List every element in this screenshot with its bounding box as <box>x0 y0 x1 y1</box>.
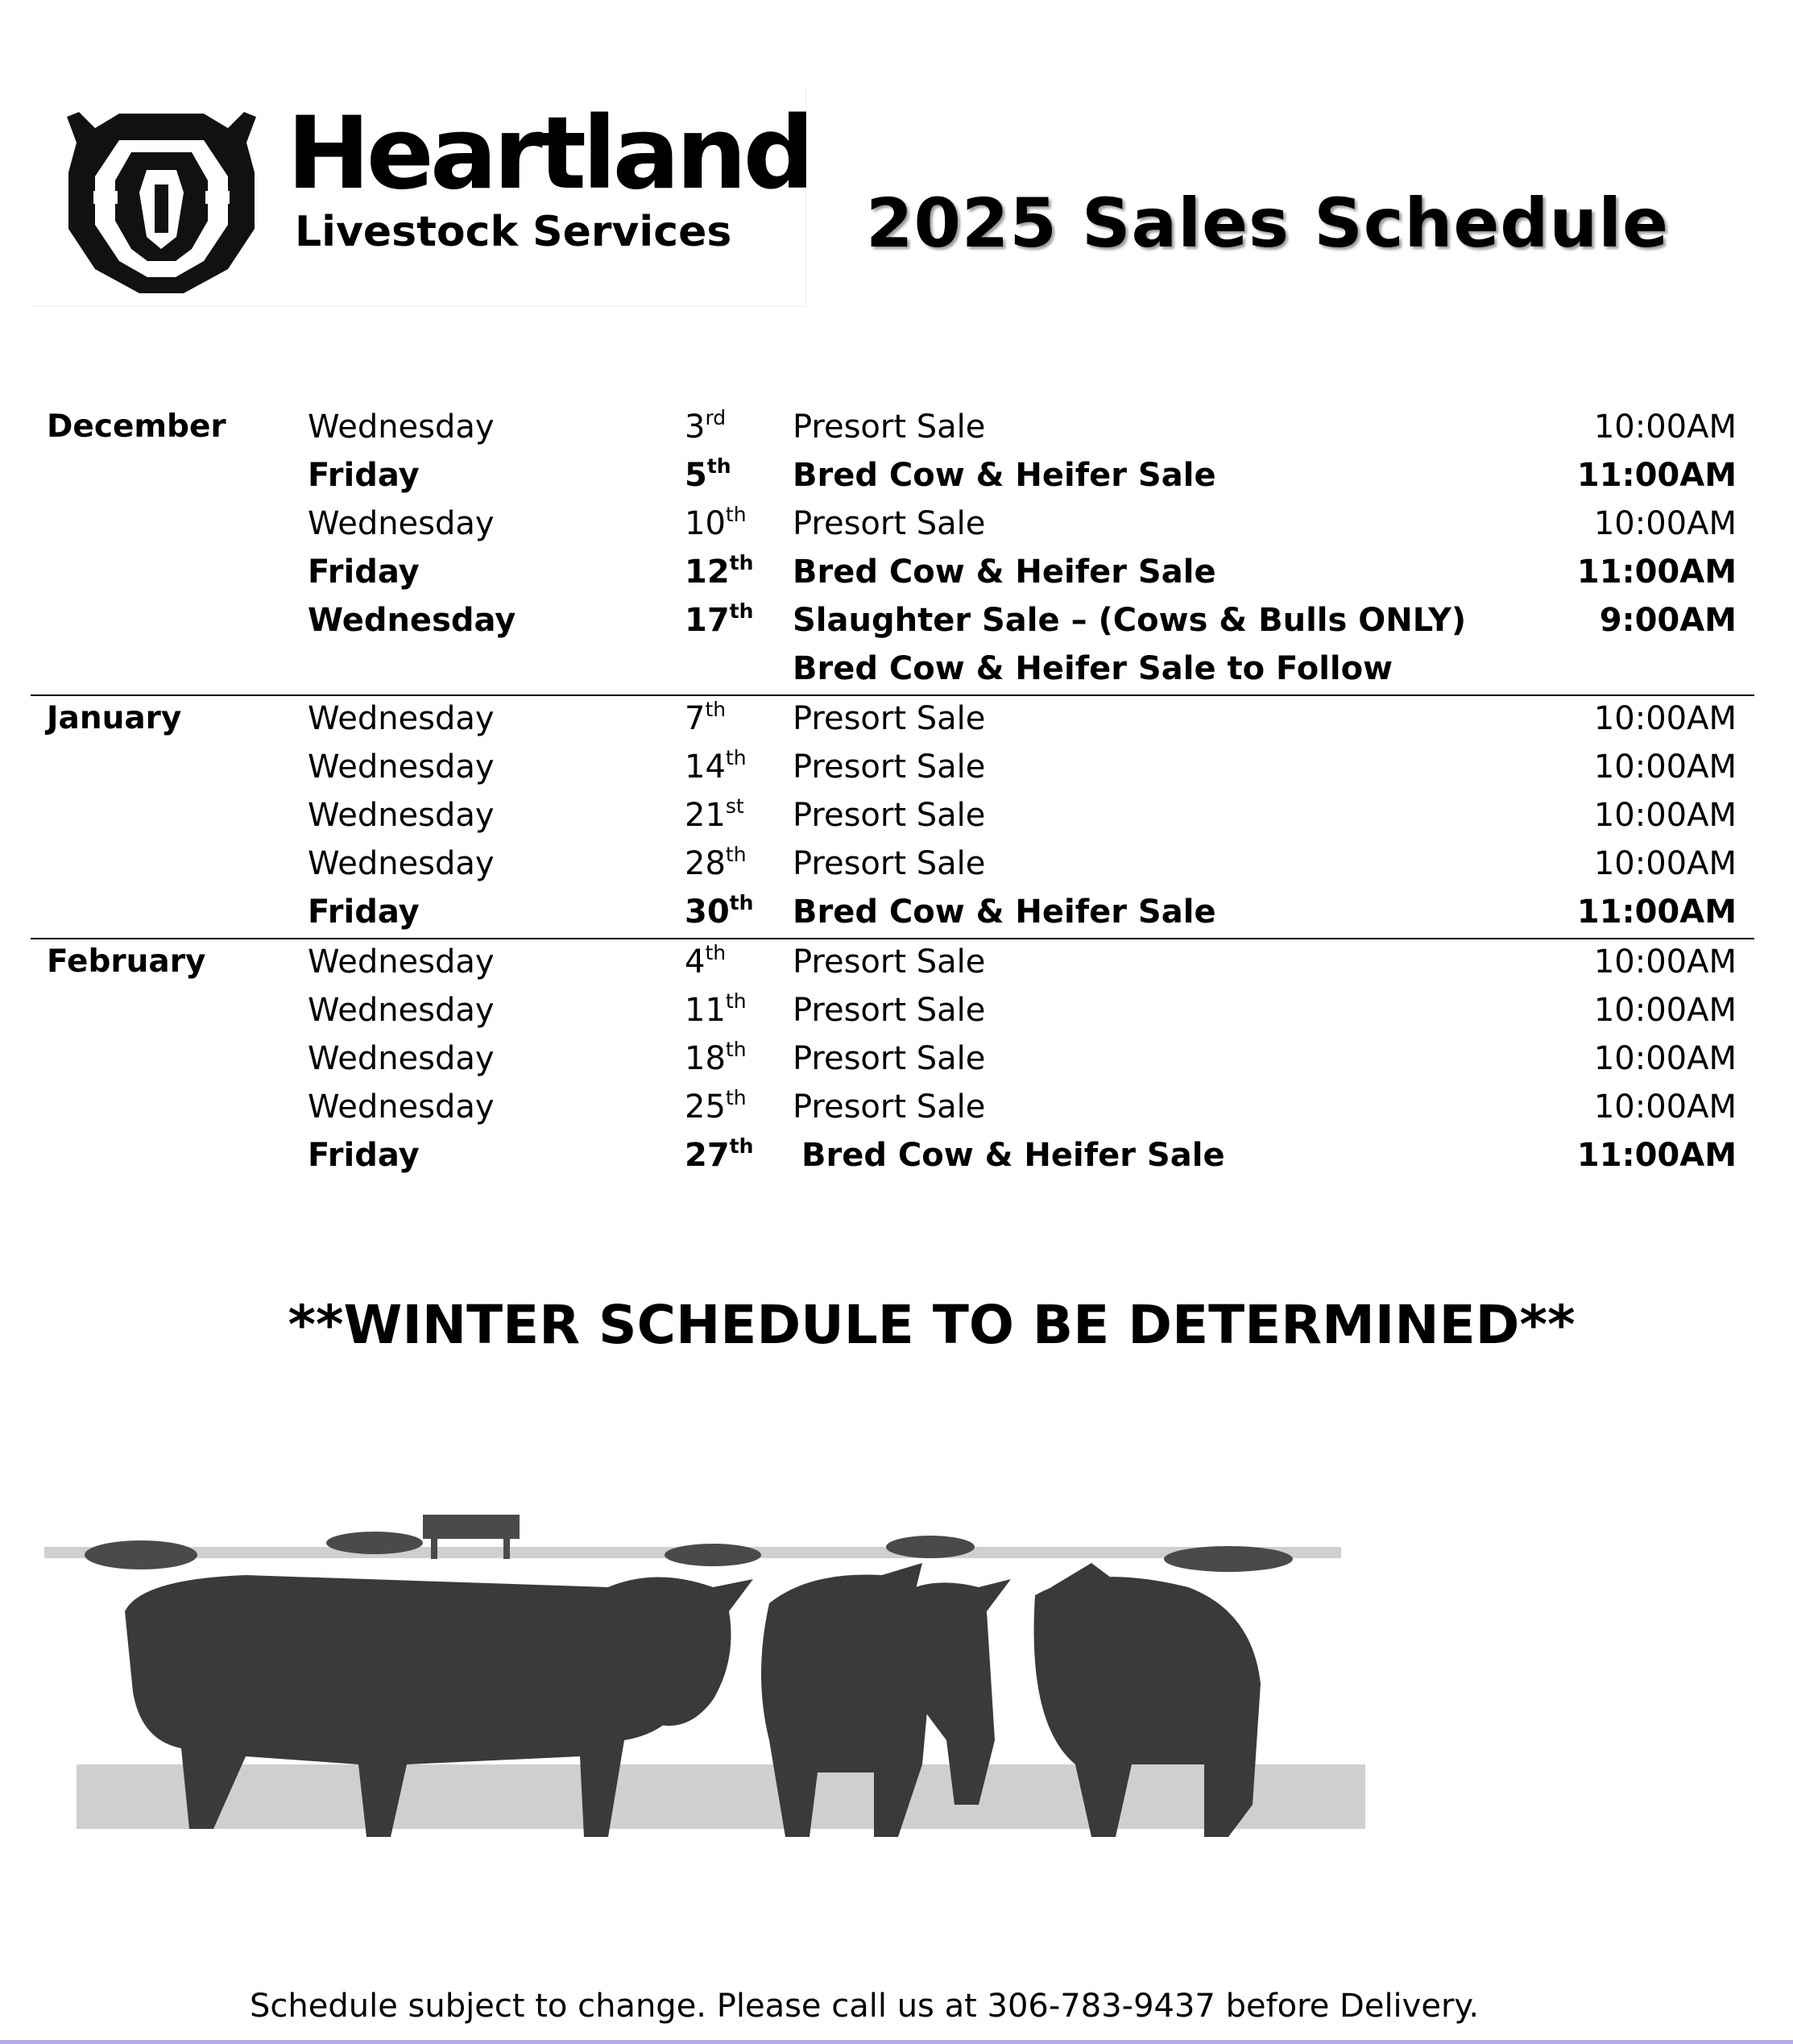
weekday-cell: Friday <box>308 1137 420 1174</box>
month-label: January <box>47 700 182 736</box>
weekday-cell: Wednesday <box>308 700 495 737</box>
date-suffix: rd <box>705 406 727 429</box>
winter-schedule-notice: **WINTER SCHEDULE TO BE DETERMINED** <box>288 1294 1576 1356</box>
time-cell: 9:00AM <box>1599 602 1737 639</box>
weekday-cell: Wednesday <box>308 1040 495 1077</box>
date-cell <box>685 989 747 1029</box>
time-cell: 10:00AM <box>1593 1088 1737 1126</box>
weekday-cell: Friday <box>308 457 420 494</box>
schedule-row <box>31 646 1754 694</box>
date-suffix: th <box>705 941 727 964</box>
schedule-row <box>31 453 1754 501</box>
event-cell: Presort Sale <box>793 1088 986 1126</box>
sales-schedule-table <box>31 404 1754 1181</box>
schedule-row <box>31 696 1754 744</box>
date-suffix: th <box>725 746 747 769</box>
bottom-rule <box>0 2040 1793 2044</box>
weekday-cell: Wednesday <box>308 943 495 981</box>
date-suffix: th <box>705 698 727 721</box>
event-cell: Presort Sale <box>793 700 986 737</box>
month-block <box>31 939 1754 1181</box>
date-cell <box>685 698 727 737</box>
time-cell: 10:00AM <box>1593 505 1737 542</box>
footer-note: Schedule subject to change. Please call us at 306-783-9437 before Delivery. <box>250 1988 1480 2025</box>
date-cell <box>685 503 747 542</box>
page-title: 2025 Sales Schedule <box>866 184 1669 263</box>
event-cell: Presort Sale <box>793 943 986 981</box>
time-cell: 10:00AM <box>1593 943 1737 981</box>
time-cell: 10:00AM <box>1593 700 1737 737</box>
date-cell <box>685 599 754 639</box>
logo-wordmark-livestock-services: Livestock Services <box>295 208 732 256</box>
date-cell <box>685 551 754 591</box>
date-number: 21 <box>685 797 726 834</box>
date-number: 25 <box>685 1088 726 1126</box>
company-logo <box>31 86 811 307</box>
date-suffix: th <box>725 503 747 526</box>
date-number: 14 <box>685 748 726 786</box>
event-cell: Slaughter Sale – (Cows & Bulls ONLY) <box>793 602 1467 639</box>
schedule-row <box>31 939 1754 988</box>
date-suffix: th <box>729 891 754 914</box>
weekday-cell: Wednesday <box>308 992 495 1029</box>
date-cell <box>685 406 727 446</box>
date-suffix: th <box>729 1134 754 1158</box>
schedule-row <box>31 793 1754 841</box>
date-number: 12 <box>685 553 730 591</box>
date-suffix: th <box>725 843 747 866</box>
date-number: 5 <box>685 457 707 494</box>
event-cell: Bred Cow & Heifer Sale to Follow <box>793 650 1393 687</box>
weekday-cell: Friday <box>308 893 420 931</box>
weekday-cell: Wednesday <box>308 505 495 542</box>
event-cell: Bred Cow & Heifer Sale <box>793 553 1216 591</box>
weekday-cell: Wednesday <box>308 797 495 834</box>
schedule-row <box>31 841 1754 889</box>
schedule-row <box>31 1036 1754 1084</box>
date-number: 27 <box>685 1137 730 1174</box>
cattle-herd-illustration <box>44 1499 1373 1877</box>
weekday-cell: Wednesday <box>308 1088 495 1126</box>
schedule-row <box>31 744 1754 793</box>
month-block <box>31 404 1754 696</box>
date-suffix: th <box>729 599 754 623</box>
time-cell: 11:00AM <box>1576 553 1737 591</box>
month-label: December <box>47 408 226 445</box>
time-cell: 10:00AM <box>1593 1040 1737 1077</box>
event-cell: Presort Sale <box>793 992 986 1029</box>
weekday-cell: Wednesday <box>308 845 495 882</box>
date-number: 10 <box>685 505 726 542</box>
time-cell: 10:00AM <box>1593 748 1737 786</box>
schedule-row <box>31 404 1754 453</box>
weekday-cell: Wednesday <box>308 602 516 639</box>
event-cell: Presort Sale <box>793 505 986 542</box>
weekday-cell: Wednesday <box>308 408 495 446</box>
schedule-row <box>31 1133 1754 1181</box>
date-cell <box>685 891 754 931</box>
logo-wordmark-heartland: Heartland <box>287 96 811 212</box>
event-cell: Presort Sale <box>793 408 986 446</box>
schedule-row <box>31 1084 1754 1133</box>
date-number: 3 <box>685 408 706 446</box>
time-cell: 10:00AM <box>1593 992 1737 1029</box>
date-cell <box>685 746 747 786</box>
date-suffix: th <box>725 989 747 1013</box>
event-cell: Bred Cow & Heifer Sale <box>793 457 1216 494</box>
date-number: 18 <box>685 1040 726 1077</box>
date-cell <box>685 794 744 834</box>
month-block <box>31 696 1754 939</box>
date-number: 4 <box>685 943 706 981</box>
date-cell <box>685 843 747 882</box>
schedule-row <box>31 501 1754 549</box>
time-cell: 10:00AM <box>1593 408 1737 446</box>
date-number: 11 <box>685 992 726 1029</box>
event-cell: Presort Sale <box>793 748 986 786</box>
schedule-row <box>31 598 1754 646</box>
schedule-row <box>31 549 1754 598</box>
weekday-cell: Wednesday <box>308 748 495 786</box>
date-suffix: th <box>706 454 731 478</box>
date-number: 28 <box>685 845 726 882</box>
date-number: 30 <box>685 893 730 931</box>
date-cell <box>685 454 731 494</box>
date-cell <box>685 1038 747 1077</box>
date-cell <box>685 941 727 981</box>
date-number: 17 <box>685 602 730 639</box>
event-cell: Bred Cow & Heifer Sale <box>793 893 1216 931</box>
event-cell: Presort Sale <box>793 797 986 834</box>
date-cell <box>685 1134 754 1174</box>
date-suffix: th <box>729 551 754 574</box>
date-suffix: st <box>725 794 744 818</box>
time-cell: 10:00AM <box>1593 845 1737 882</box>
schedule-row <box>31 988 1754 1036</box>
bull-head-logo-icon <box>63 96 260 297</box>
time-cell: 11:00AM <box>1576 457 1737 494</box>
date-cell <box>685 1086 747 1126</box>
event-cell: Presort Sale <box>793 1040 986 1077</box>
weekday-cell: Friday <box>308 553 420 591</box>
date-suffix: th <box>725 1086 747 1109</box>
event-cell: Bred Cow & Heifer Sale <box>801 1137 1225 1174</box>
time-cell: 10:00AM <box>1593 797 1737 834</box>
time-cell: 11:00AM <box>1576 893 1737 931</box>
date-suffix: th <box>725 1038 747 1061</box>
event-cell: Presort Sale <box>793 845 986 882</box>
month-label: February <box>47 943 206 980</box>
date-number: 7 <box>685 700 706 737</box>
schedule-row <box>31 889 1754 938</box>
time-cell: 11:00AM <box>1576 1137 1737 1174</box>
